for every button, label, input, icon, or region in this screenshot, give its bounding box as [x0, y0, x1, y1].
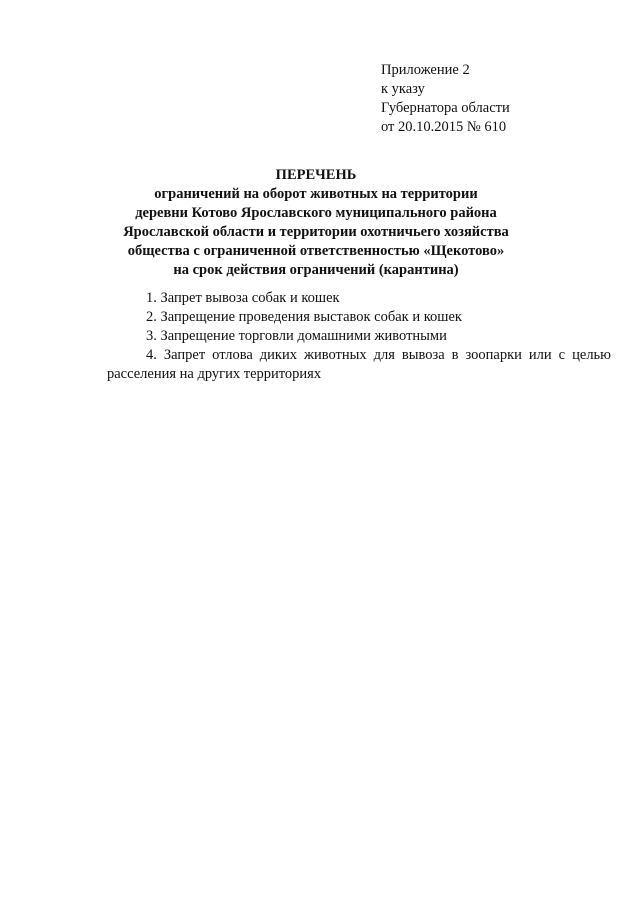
title-heading: ПЕРЕЧЕНЬ — [275, 167, 357, 183]
restriction-item: 4. Запрет отлова диких животных для вывоза в зоопарки или с целью расселения на других территориях — [107, 347, 611, 382]
restriction-item: 1. Запрет вывоза собак и кошек — [146, 290, 340, 306]
appendix-line-date: от 20.10.2015 № 610 — [381, 119, 507, 135]
restriction-item: 2. Запрещение проведения выставок собак и кошек — [146, 309, 462, 325]
restriction-item: 3. Запрещение торговли домашними животными — [146, 328, 447, 344]
appendix-line-decree: к указу — [381, 81, 425, 97]
document-title — [100, 166, 532, 280]
appendix-reference — [381, 61, 621, 137]
appendix-line-governor: Губернатора области — [381, 100, 510, 116]
title-line: деревни Котово Ярославского муниципального района — [135, 205, 497, 221]
title-line: Ярославской области и территории охотничьего хозяйства — [123, 224, 509, 240]
title-line: общества с ограниченной ответственностью «Щекотово» — [127, 243, 505, 259]
title-line: ограничений на оборот животных на территории — [154, 186, 478, 202]
title-line: на срок действия ограничений (карантина) — [173, 262, 459, 278]
restrictions-list — [107, 289, 611, 384]
appendix-line-number: Приложение 2 — [381, 62, 470, 78]
